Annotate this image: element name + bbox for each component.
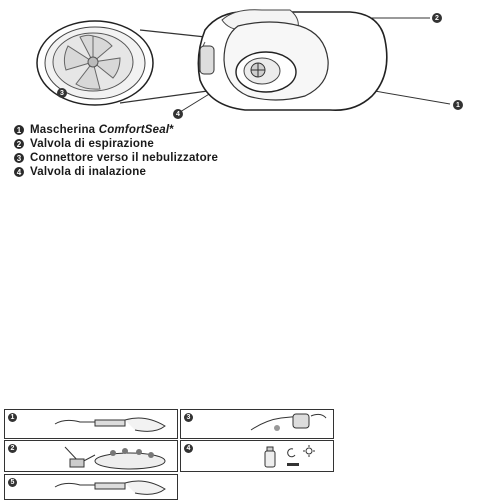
nebulizer-connector-disc <box>37 21 153 105</box>
legend-label-suffix: * <box>169 124 174 136</box>
mask-diagram <box>0 0 500 120</box>
comfortseal-mask <box>198 10 386 111</box>
callout-1: 1 <box>453 100 463 110</box>
disassemble-parts-icon <box>5 441 177 471</box>
hands-insert-icon <box>5 410 177 438</box>
wash-dry-icon <box>181 441 333 471</box>
legend-label-italic: ComfortSeal <box>98 124 170 136</box>
legend-label: Valvola di inalazione <box>30 166 147 178</box>
callout-2: 2 <box>432 13 442 23</box>
step-panel-2 <box>4 440 178 472</box>
legend-label: Connettore verso il nebulizzatore <box>30 152 219 164</box>
step-number: 3 <box>184 413 193 422</box>
legend-number: 2 <box>14 139 24 149</box>
step-number: 5 <box>8 478 17 487</box>
step-panel-4 <box>180 440 334 472</box>
step-number: 4 <box>184 444 193 453</box>
legend-item-connector <box>14 151 344 165</box>
legend-number: 4 <box>14 167 24 177</box>
reassemble-icon <box>5 475 177 499</box>
legend-item-exhalation-valve <box>14 137 344 151</box>
legend-number: 1 <box>14 125 24 135</box>
step-number: 2 <box>8 444 17 453</box>
connector-attach-icon <box>181 410 333 438</box>
step-panel-5 <box>4 474 178 500</box>
callout-3: 3 <box>57 88 67 98</box>
step-panel-1 <box>4 409 178 439</box>
callout-4: 4 <box>173 109 183 119</box>
parts-legend <box>14 123 344 179</box>
step-number: 1 <box>8 413 17 422</box>
legend-label: Mascherina <box>30 124 99 136</box>
legend-item-mask <box>14 123 344 137</box>
legend-item-inhalation-valve <box>14 165 344 179</box>
legend-label: Valvola di espirazione <box>30 138 154 150</box>
step-panel-3 <box>180 409 334 439</box>
legend-number: 3 <box>14 153 24 163</box>
